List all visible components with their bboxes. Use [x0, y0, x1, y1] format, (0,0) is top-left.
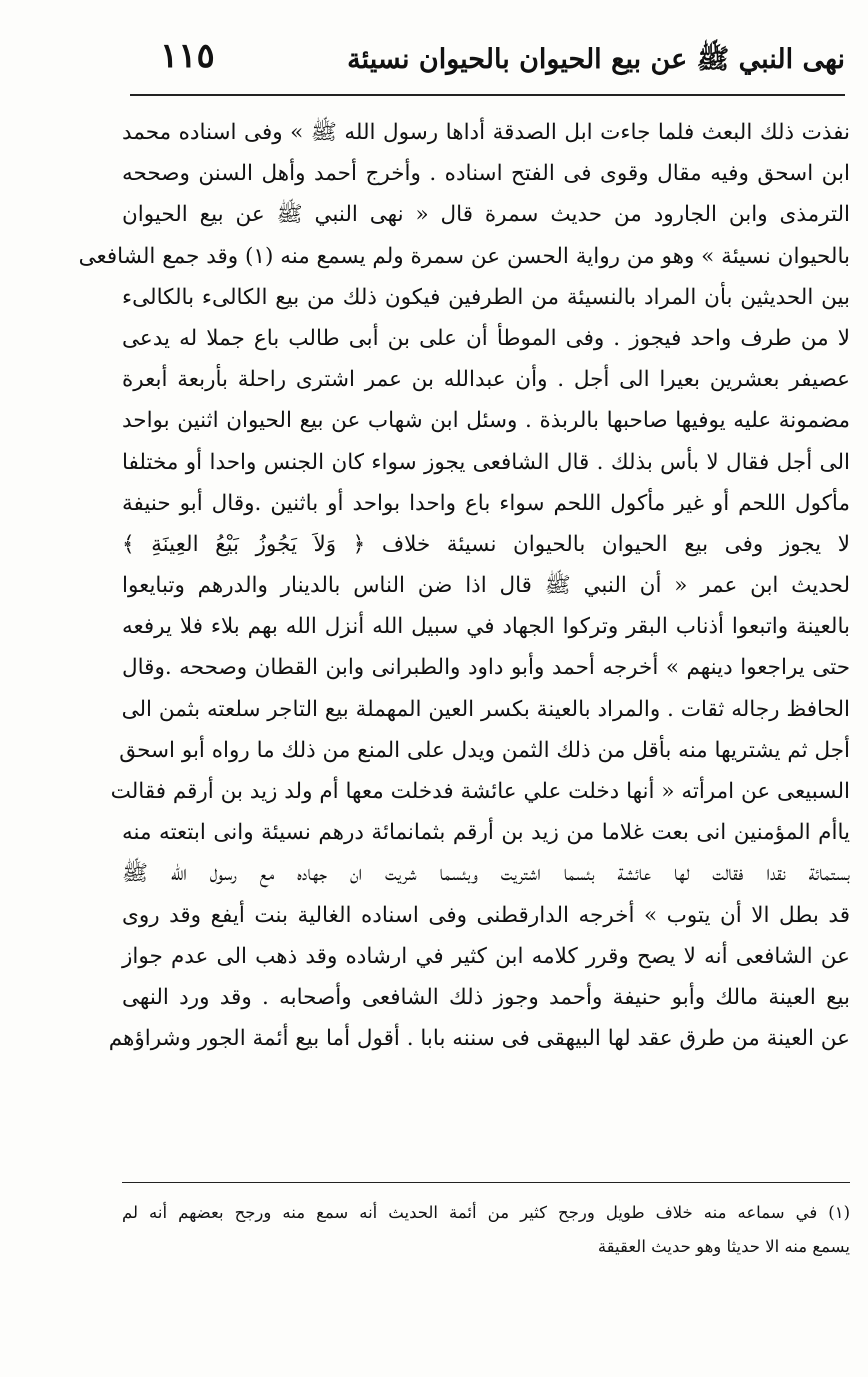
text-line: لا يجوز وفى بيع الحيوان بالحيوان نسيئة خلاف ﴿ وَلاَ يَجُوزُ بَيْعُ العِينَةِ ﴾	[122, 531, 850, 557]
text-line: مضمونة عليه يوفيها صاحبها بالربذة . وسئل ابن شهاب عن بيع الحيوان اثنين بواحد	[122, 408, 850, 434]
text-line: ياأم المؤمنين انى بعت غلاما من زيد بن أرقم بثمانمائة درهم نسيئة وانى ابتعته منه	[122, 820, 850, 846]
text-line: مأكول اللحم أو غير مأكول اللحم سواء باع واحدا بواحد أو باثنين .وقال أبو حنيفة	[122, 490, 850, 516]
footnote-line: (١) في سماعه منه خلاف طويل ورجح كثير من أئمة الحديث أنه سمع منه ورجح بعضهم أنه لم	[122, 1203, 850, 1222]
header-divider	[130, 94, 845, 96]
text-line: الى أجل فقال لا بأس بذلك . قال الشافعى يجوز سواء كان الجنس واحدا أو مختلفا	[122, 449, 850, 475]
footnotes	[122, 1196, 850, 1264]
footnote-divider	[122, 1182, 850, 1183]
text-line: بالعينة واتبعوا أذناب البقر وتركوا الجهاد في سبيل الله أنزل الله بهم بلاء فلا يرفعه	[122, 614, 850, 640]
text-line: نفذت ذلك البعث فلما جاءت ابل الصدقة أداها رسول الله ﷺ » وفى اسناده محمد	[122, 120, 850, 145]
text-line: عصيفر بعشرين بعيرا الى أجل . وأن عبدالله بن عمر اشترى راحلة بأربعة أبعرة	[122, 367, 850, 393]
text-line: بيع العينة مالك وأبو حنيفة وأحمد وجوز ذلك الشافعى وأصحابه . وقد ورد النهى	[122, 984, 850, 1010]
text-line: حتى يراجعوا دينهم » أخرجه أحمد وأبو داود والطبرانى وابن القطان وصححه .وقال	[122, 655, 850, 681]
text-line: عن الشافعى أنه لا يصح وقرر كلامه ابن كثير في ارشاده وقد ذهب الى عدم جواز	[122, 943, 850, 969]
text-line: الترمذى وابن الجارود من حديث سمرة قال « نهى النبي ﷺ عن بيع الحيوان	[122, 202, 850, 228]
text-line: الحافظ رجاله ثقات . والمراد بالعينة بكسر العين المهملة بيع التاجر سلعته بثمن الى	[121, 696, 850, 722]
footnote-line: يسمع منه الا حديثا وهو حديث العقيقة	[597, 1237, 850, 1256]
text-line: ابن اسحق وفيه مقال وقوى فى الفتح اسناده . وأخرج أحمد وأهل السنن وصححه	[122, 161, 850, 187]
page-number: ١١٥	[160, 36, 215, 76]
text-line: السبيعى عن امرأته « أنها دخلت علي عائشة فدخلت معها أم ولد زيد بن أرقم فقالت	[110, 779, 850, 804]
text-line: لا من طرف واحد فيجوز . وفى الموطأ أن على بن أبى طالب باع جملا له يدعى	[122, 325, 850, 351]
text-line: بالحيوان نسيئة » وهو من رواية الحسن عن سمرة ولم يسمع منه (١) وقد جمع الشافعى	[78, 243, 850, 269]
text-line: بستمائة نقدا فقالت لها عائشة بئسما اشتريت وبئسما شريت ان جهاده مع رسول الله ﷺ	[122, 861, 850, 887]
text-line: عن العينة من طرق عقد لها البيهقى فى سننه بابا . أقول أما بيع أئمة الجور وشراؤهم	[108, 1026, 850, 1052]
page-header	[130, 34, 845, 94]
text-line: بين الحديثين بأن المراد بالنسيئة من الطرفين فيكون ذلك من بيع الكالىء بالكالىء	[122, 284, 850, 310]
text-line: أجل ثم يشتريها منه بأقل من ذلك الثمن ويدل على المنع من ذلك ما رواه أبو اسحق	[119, 737, 850, 763]
running-title: نهى النبي ﷺ عن بيع الحيوان بالحيوان نسيئة	[347, 44, 845, 75]
text-line: قد بطل الا أن يتوب » أخرجه الدارقطنى وفى اسناده الغالية بنت أيفع وقد روى	[122, 902, 850, 928]
text-line: لحديث ابن عمر « أن النبي ﷺ قال اذا ضن الناس بالدينار والدرهم وتبايعوا	[122, 573, 850, 599]
main-text	[78, 112, 850, 1059]
